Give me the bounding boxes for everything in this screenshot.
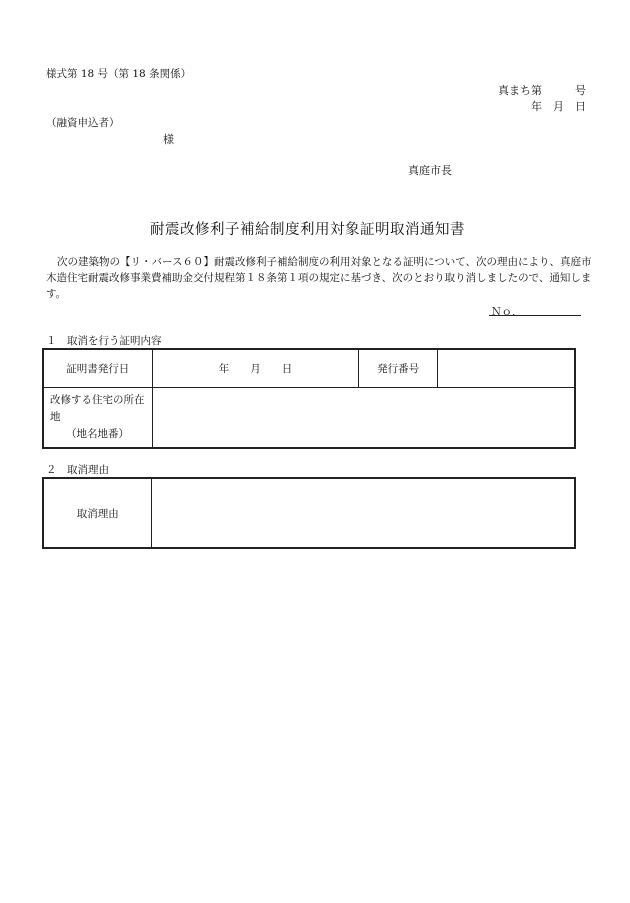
section1-heading: １ 取消を行う証明内容 — [46, 335, 162, 347]
number-field-line — [489, 315, 581, 316]
body-paragraph: 次の建築物の【リ・バース６０】耐震改修利子補給制度の利用対象となる証明について、次の理由により、真庭市木造住宅耐震改修事業費補助金交付規程第１８条第１項の規定に基づき、次のとおり取り消しましたので、通知します。 — [46, 256, 592, 300]
reason-label: 取消理由 — [43, 478, 152, 548]
certificate-details-table — [42, 348, 576, 449]
issue-number-field[interactable] — [437, 349, 575, 387]
issuer-name: 真庭市長 — [408, 164, 452, 177]
document-title: 耐震改修利子補給制度利用対象証明取消通知書 — [150, 222, 465, 238]
reason-field[interactable] — [152, 478, 575, 548]
document-date: 年 月 日 — [531, 100, 586, 113]
number-label: Ｎｏ． — [491, 306, 523, 318]
honorific: 様 — [163, 133, 174, 146]
address-label-line1: 改修する住宅の所在地 — [50, 393, 145, 423]
cancellation-reason-table — [42, 477, 576, 549]
issue-date-label: 証明書発行日 — [43, 349, 152, 387]
address-field[interactable] — [152, 387, 575, 448]
issue-date-field[interactable]: 年 月 日 — [152, 349, 359, 387]
form-number: 様式第 18 号（第 18 条関係） — [46, 68, 192, 80]
section2-heading: ２ 取消理由 — [46, 464, 109, 476]
applicant-label: （融資申込者） — [46, 117, 120, 129]
address-label-line2: （地名地番） — [66, 427, 129, 440]
address-label — [43, 387, 152, 448]
document-number: 真まち第 号 — [498, 84, 586, 97]
issue-number-label: 発行番号 — [359, 349, 438, 387]
